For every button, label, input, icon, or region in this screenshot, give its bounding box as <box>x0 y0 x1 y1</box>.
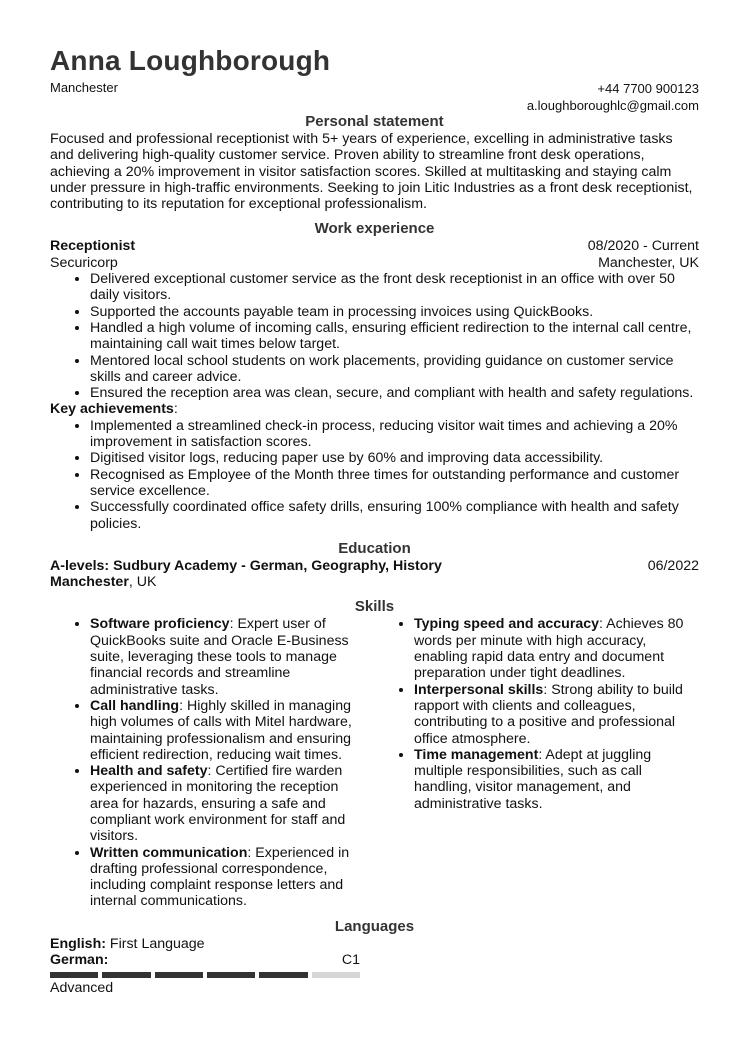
skill-item <box>90 845 364 910</box>
language-name: English: <box>50 935 106 952</box>
skill-description: : Highly skilled in managing high volumes of calls with Mitel hardware, maintaining professionalism and ensuring efficient redirection, reducing wait times. <box>90 697 352 763</box>
contact-block <box>50 80 699 114</box>
skill-description: : Expert user of QuickBooks suite and Oracle E-Business suite, leveraging these tools to manage financial records and streamline administrative tasks. <box>90 616 349 698</box>
language-proficiency-meter <box>50 972 360 978</box>
proficiency-segment <box>207 972 255 978</box>
education-qualification: A-levels: Sudbury Academy - German, Geography, History <box>50 557 442 574</box>
skill-name: Interpersonal skills <box>414 681 544 698</box>
skill-item <box>414 616 688 681</box>
language-german <box>50 952 360 968</box>
personal-statement-text: Focused and professional receptionist with 5+ years of experience, excelling in administrative tasks and delivering high-quality customer service. Proven ability to streamline front desk operations, achieving a 20% improvement in visitor satisfaction scores. Skilled at multitasking and staying calm under pressure in high-traffic environments. Seeking to join Litic Industries as a front desk receptionist, contributing to its reputation for exceptional professionalism. <box>50 131 693 213</box>
list-item: • Recognised as Employee of the Month three times for outstanding performance and customer service excellence. <box>90 467 699 500</box>
list-item: • Handled a high volume of incoming calls, ensuring efficient redirection to the internal call centre, maintaining call wait times below target. <box>90 320 699 353</box>
skill-name: Health and safety <box>90 763 208 780</box>
list-item: • Implemented a streamlined check-in process, reducing visitor wait times and achieving a 20% improvement in satisfaction scores. <box>90 418 699 451</box>
work-experience-heading: Work experience <box>314 220 435 238</box>
job-location: Manchester, UK <box>598 254 699 271</box>
achievements-list <box>50 418 699 532</box>
proficiency-segment <box>312 972 360 978</box>
key-achievements-label: Key achievements: <box>50 401 178 418</box>
education-location <box>50 574 699 590</box>
contact-email: a.loughboroughlc@gmail.com <box>526 98 699 113</box>
list-item: • Delivered exceptional customer service as the front desk receptionist in an office with over 50 daily visitors. <box>90 271 699 304</box>
skill-item <box>90 763 364 844</box>
skill-item <box>90 698 364 763</box>
education-country: , UK <box>128 574 157 591</box>
list-item: • Supported the accounts payable team in processing invoices using QuickBooks. <box>90 304 699 320</box>
skill-name: Call handling <box>90 697 180 714</box>
skills-columns <box>50 616 699 909</box>
language-name: German: <box>50 952 109 969</box>
languages-heading: Languages <box>334 917 415 935</box>
candidate-name: Anna Loughborough <box>50 45 331 76</box>
skill-name: Typing speed and accuracy <box>414 616 600 633</box>
proficiency-segment <box>259 972 307 978</box>
skills-heading: Skills <box>354 598 395 616</box>
language-code: C1 <box>341 952 360 969</box>
skill-item <box>414 682 688 747</box>
list-item: • Successfully coordinated office safety drills, ensuring 100% compliance with health and safety policies. <box>90 499 699 532</box>
proficiency-segment <box>155 972 203 978</box>
education-entry <box>50 558 699 574</box>
job-title: Receptionist <box>50 238 136 255</box>
job-dates: 08/2020 - Current <box>587 238 699 255</box>
language-english <box>50 936 699 952</box>
skills-right-column <box>374 616 698 909</box>
job-duties-list <box>50 271 699 401</box>
key-achievements-title: Key achievements <box>50 401 174 418</box>
skill-description: : Achieves 80 words per minute with high accuracy, enabling rapid data entry and document preparation under tight deadlines. <box>414 616 684 682</box>
education-date: 06/2022 <box>647 557 699 574</box>
skill-description: : Strong ability to build rapport with clients and colleagues, contributing to a positive and professional office atmosphere. <box>414 681 683 747</box>
skill-item <box>414 747 688 812</box>
skill-name: Time management <box>414 746 539 763</box>
skill-description: : Experienced in drafting professional correspondence, including complaint response letters and internal communications. <box>90 844 350 910</box>
job-employer <box>50 255 699 271</box>
language-level: First Language <box>109 935 205 952</box>
proficiency-segment <box>102 972 150 978</box>
skill-description: : Certified fire warden experienced in monitoring the reception area for hazards, ensuring a safe and compliant work environment for staff and visitors. <box>90 763 346 845</box>
education-city: Manchester <box>50 574 129 591</box>
language-level-label: Advanced <box>50 980 114 997</box>
education-heading: Education <box>338 539 411 557</box>
skills-left-column <box>50 616 374 909</box>
skill-item <box>90 616 364 697</box>
list-item: • Digitised visitor logs, reducing paper use by 60% and improving data accessibility. <box>90 450 699 466</box>
skill-name: Written communication <box>90 844 248 861</box>
contact-phone: +44 7700 900123 <box>597 81 699 96</box>
job-header <box>50 238 699 254</box>
list-item: • Ensured the reception area was clean, secure, and compliant with health and safety regulations. <box>90 385 699 401</box>
list-item: • Mentored local school students on work placements, providing guidance on customer service skills and career advice. <box>90 353 699 386</box>
personal-statement-heading: Personal statement <box>305 113 444 130</box>
proficiency-segment <box>50 972 98 978</box>
skill-description: : Adept at juggling multiple responsibilities, such as call handling, visitor management, and administrative tasks. <box>414 746 652 812</box>
resume <box>50 42 699 997</box>
skill-name: Software proficiency <box>90 616 230 633</box>
job-company: Securicorp <box>50 254 118 271</box>
contact-details <box>527 80 699 114</box>
contact-city: Manchester <box>50 80 118 95</box>
